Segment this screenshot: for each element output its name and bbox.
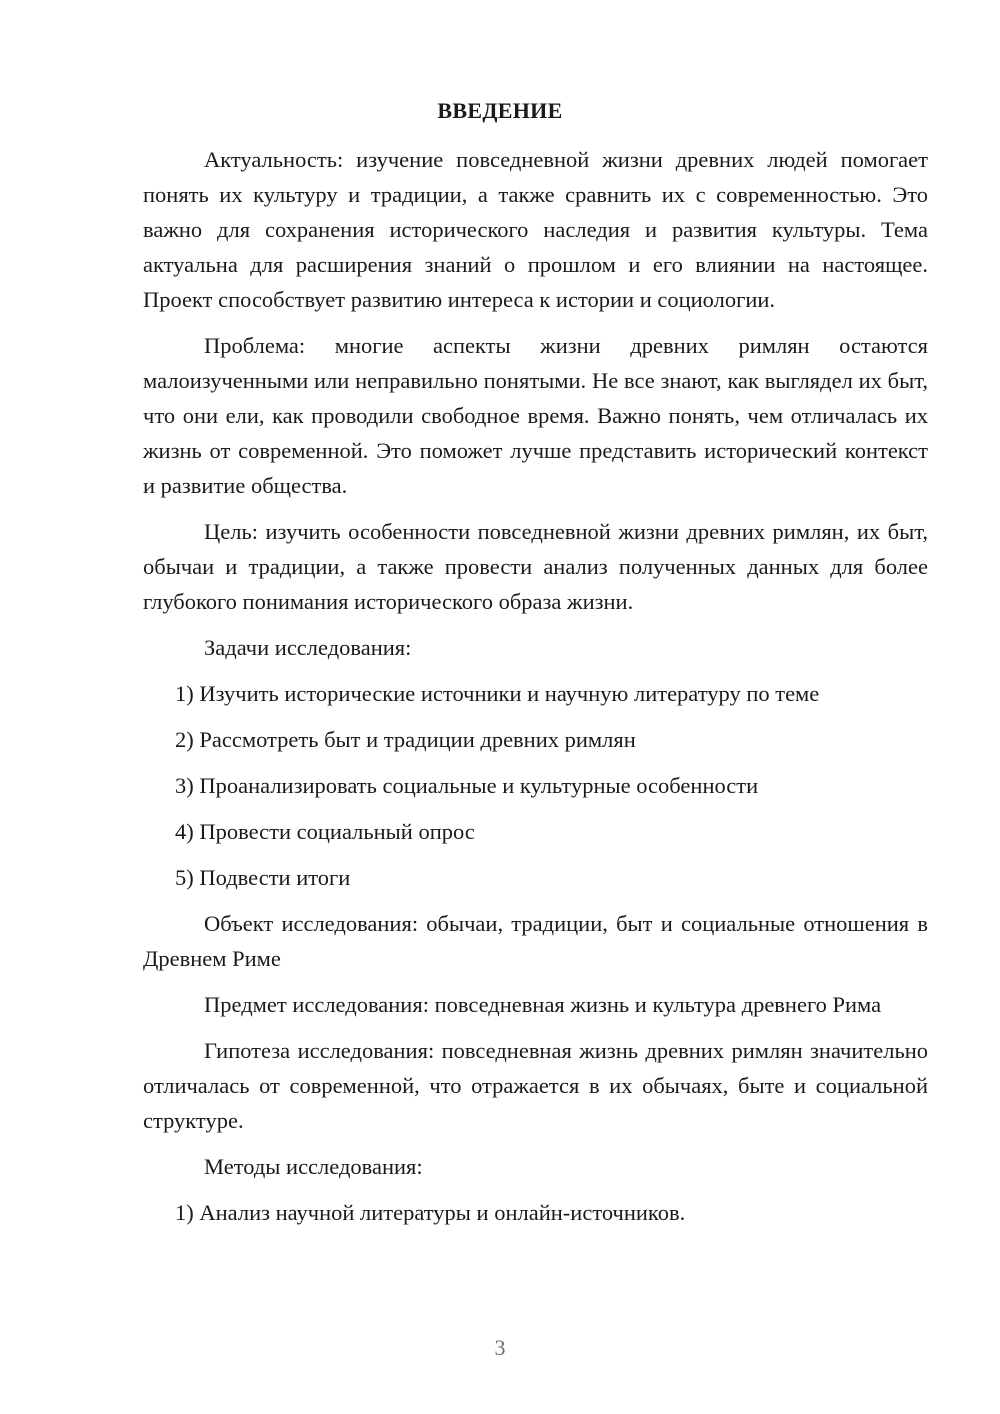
list-item: 1) Анализ научной литературы и онлайн-источников. [175,1200,686,1225]
list-item: 4) Провести социальный опрос [175,819,475,844]
object-paragraph: Объект исследования: обычаи, традиции, быт и социальные отношения в Древнем Риме [143,911,928,971]
methods-heading: Методы исследования: [204,1154,423,1179]
page-number: 3 [494,1335,506,1360]
list-item: 2) Рассмотреть быт и традиции древних римлян [175,727,636,752]
tasks-list [143,676,928,895]
goal-paragraph: Цель: изучить особенности повседневной жизни древних римлян, их быт, обычаи и традиции, а также провести анализ полученных данных для более глубокого понимания исторического образа жизни. [143,519,928,614]
relevance-paragraph: Актуальность: изучение повседневной жизни древних людей помогает понять их культуру и традиции, а также сравнить их с современностью. Это важно для сохранения исторического наследия и развития культуры. Тема актуальна для расширения знаний о прошлом и его влиянии на настоящее. Проект способствует развитию интереса к истории и социологии. [143,147,928,312]
list-item: 5) Подвести итоги [175,865,351,890]
list-item: 1) Изучить исторические источники и научную литературу по теме [175,681,820,706]
list-item: 3) Проанализировать социальные и культурные особенности [175,773,759,798]
document-body [143,142,928,1241]
subject-paragraph: Предмет исследования: повседневная жизнь и культура древнего Рима [204,992,882,1017]
page-title: ВВЕДЕНИЕ [437,98,563,123]
problem-paragraph: Проблема: многие аспекты жизни древних римлян остаются малоизученными или неправильно понятыми. Не все знают, как выглядел их быт, что они ели, как проводили свободное время. Важно понять, чем отличалась их жизнь от современной. Это поможет лучше представить исторический контекст и развитие общества. [143,333,928,498]
hypothesis-paragraph: Гипотеза исследования: повседневная жизнь древних римлян значительно отличалась от современной, что отражается в их обычаях, быте и социальной структуре. [143,1038,928,1133]
methods-list [143,1195,928,1230]
tasks-heading: Задачи исследования: [204,635,412,660]
